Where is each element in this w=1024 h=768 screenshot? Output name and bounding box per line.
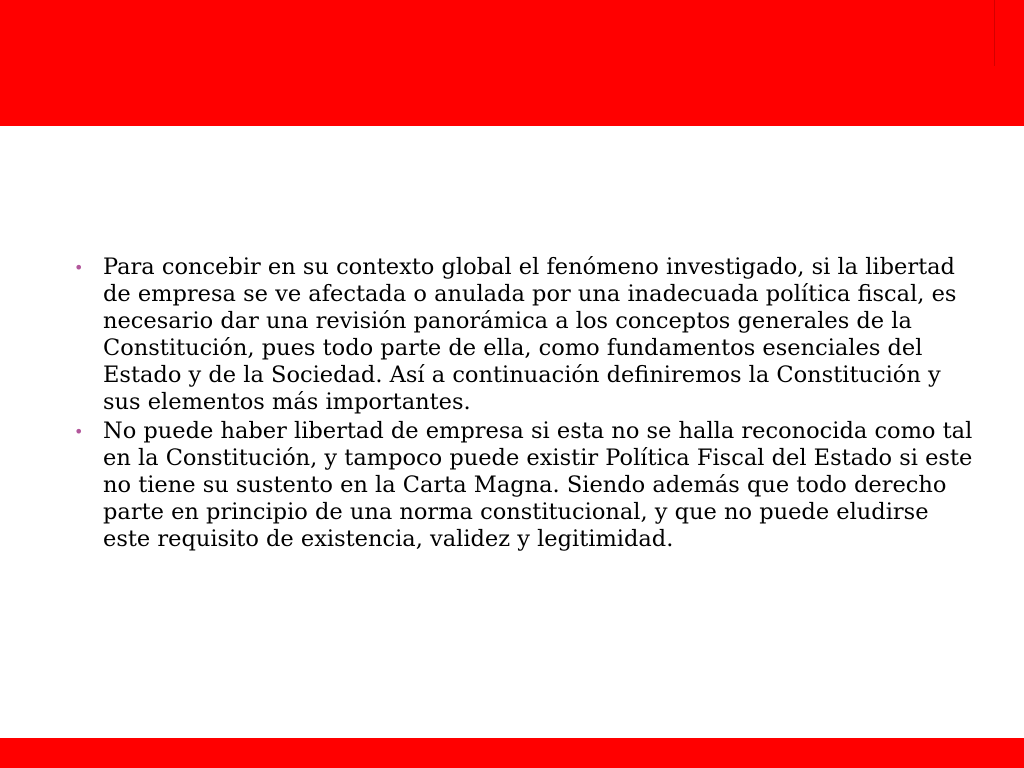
bullet-item	[74, 254, 974, 416]
bullet-item	[74, 418, 974, 553]
bullet-dot-icon: •	[74, 422, 84, 441]
header-bar	[0, 0, 1024, 126]
header-divider-line	[994, 0, 995, 66]
footer-bar	[0, 738, 1024, 768]
bullet-text: Para concebir en su contexto global el fenómeno investigado, si la libertad de empresa se ve afectada o anulada por una inadecuada política fiscal, es necesario dar una revisión panorámica a los conceptos generales de la Constitución, pues todo parte de ella, como fundamentos esenciales del Estado y de la Sociedad. Así a continuación definiremos la Constitución y sus elementos más importantes.	[103, 254, 957, 415]
slide-body	[74, 254, 974, 555]
bullet-list	[74, 254, 974, 553]
bullet-dot-icon: •	[74, 258, 84, 277]
bullet-text: No puede haber libertad de empresa si esta no se halla reconocida como tal en la Constitución, y tampoco puede existir Política Fiscal del Estado si este no tiene su sustento en la Carta Magna. Siendo además que todo derecho parte en principio de una norma constitucional, y que no puede eludirse este requisito de existencia, validez y legitimidad.	[103, 418, 973, 552]
